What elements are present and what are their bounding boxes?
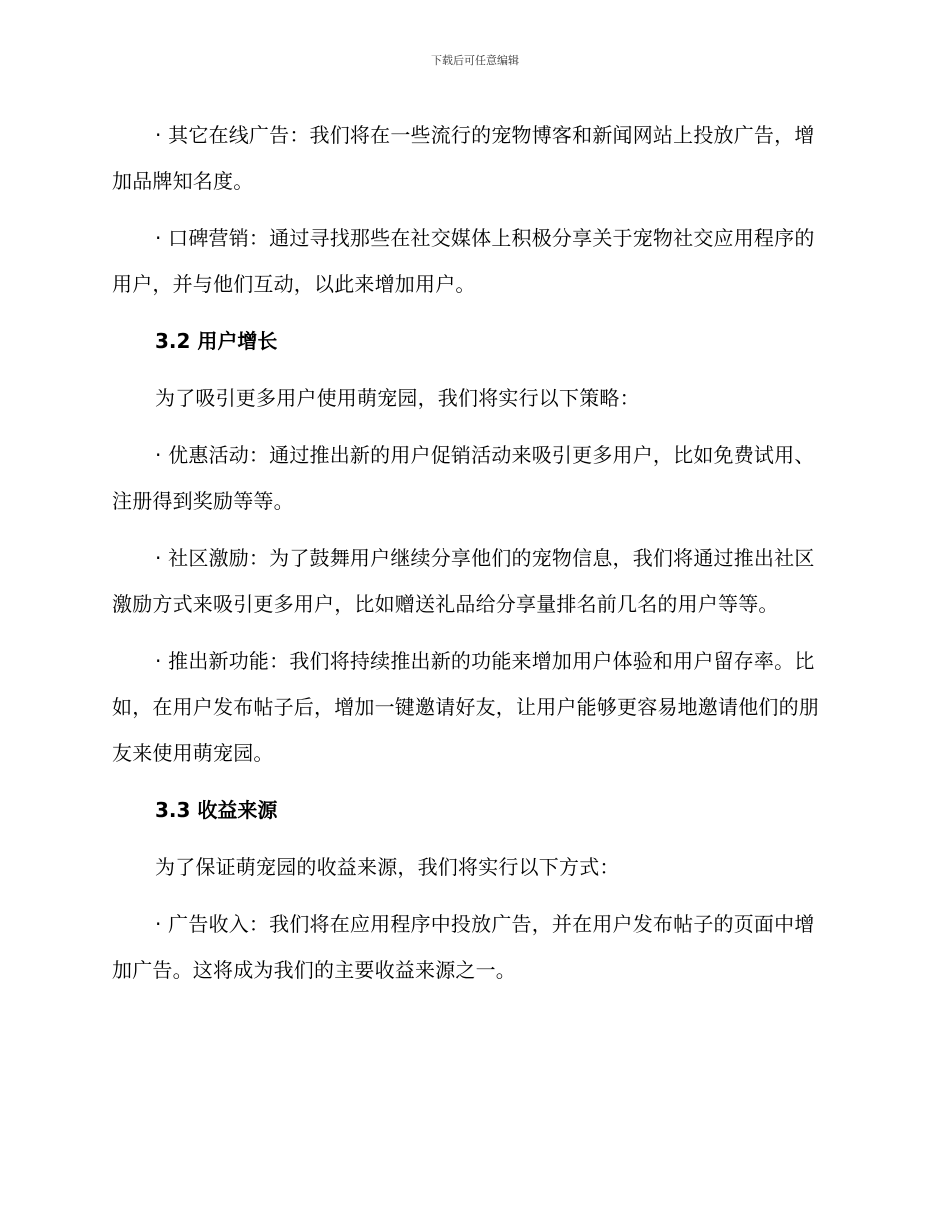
document-body bbox=[112, 112, 832, 1004]
paragraph-word-of-mouth: · 口碑营销：通过寻找那些在社交媒体上积极分享关于宠物社交应用程序的用户，并与他们互动，以此来增加用户。 bbox=[112, 226, 815, 296]
paragraph-community-incentives: · 社区激励：为了鼓舞用户继续分享他们的宠物信息，我们将通过推出社区激励方式来吸引更多用户，比如赠送礼品给分享量排名前几名的用户等等。 bbox=[112, 546, 815, 616]
paragraph-online-ads: · 其它在线广告：我们将在一些流行的宠物博客和新闻网站上投放广告，增加品牌知名度。 bbox=[112, 123, 815, 193]
paragraph-ad-revenue: · 广告收入：我们将在应用程序中投放广告，并在用户发布帖子的页面中增加广告。这将成为我们的主要收益来源之一。 bbox=[112, 912, 815, 982]
paragraph-promotions: · 优惠活动：通过推出新的用户促销活动来吸引更多用户，比如免费试用、注册得到奖励等等。 bbox=[112, 443, 815, 513]
paragraph-new-features: · 推出新功能：我们将持续推出新的功能来增加用户体验和用户留存率。比如，在用户发布帖子后，增加一键邀请好友，让用户能够更容易地邀请他们的朋友来使用萌宠园。 bbox=[112, 649, 819, 765]
header-note: 下载后可任意编辑 bbox=[431, 54, 519, 67]
paragraph-growth-intro: 为了吸引更多用户使用萌宠园，我们将实行以下策略： bbox=[155, 386, 640, 410]
section-heading-user-growth: 3.2 用户增长 bbox=[155, 329, 278, 353]
section-heading-revenue: 3.3 收益来源 bbox=[155, 798, 278, 822]
paragraph-revenue-intro: 为了保证萌宠园的收益来源，我们将实行以下方式： bbox=[155, 855, 620, 879]
